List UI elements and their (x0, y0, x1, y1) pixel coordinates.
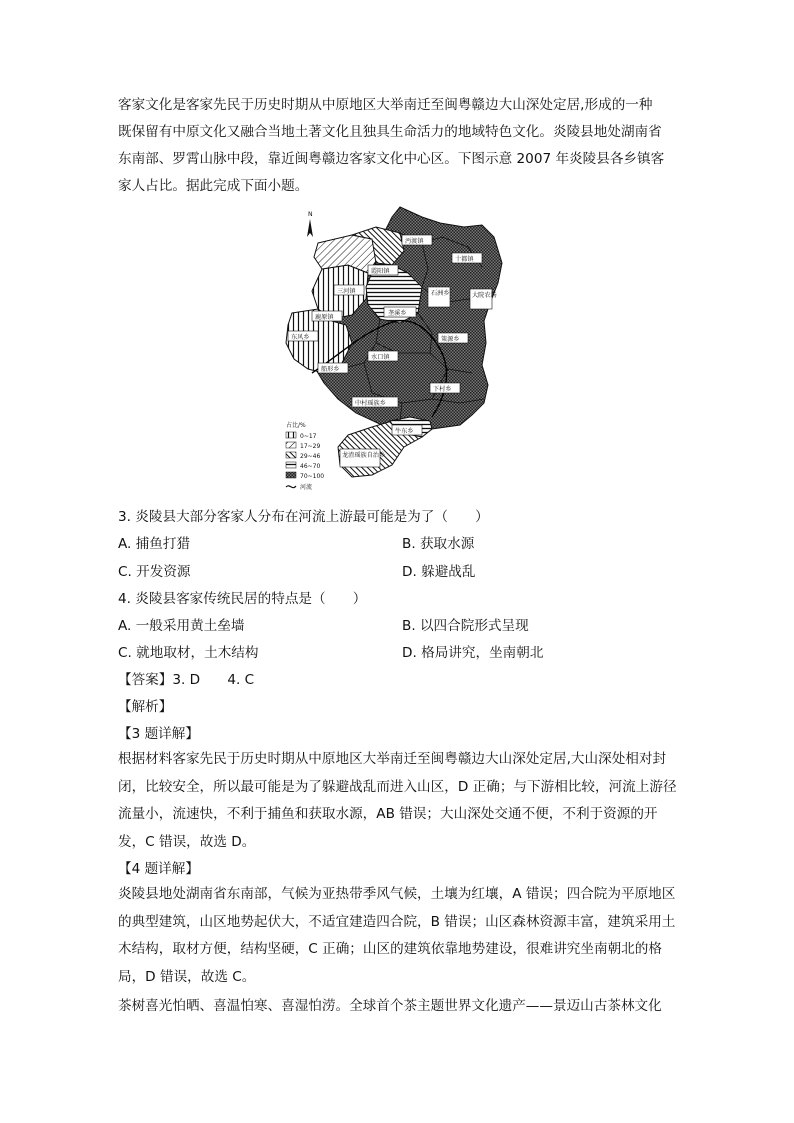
legend-item-1: 17~29 (300, 443, 321, 450)
intro-line-3: 东南部、罗霄山脉中段，靠近闽粤赣边客家文化中心区。下图示意 2007 年炎陵县各乡镇客 (118, 151, 665, 167)
label-xiuxi: 垄溪乡 (388, 310, 407, 317)
map-legend (286, 421, 324, 491)
q4-option-a: A. 一般采用黄土垒墙 (118, 618, 245, 634)
q3-detail-text: 根据材料客家先民于历史时期从中原地区大举南迁至闽粤赣边大山深处定居,大山深处相对封闭，比较安全，所以最可能是为了躲避战乱而进入山区，D 正确；与下游相比较，河流上游径流量小，流速快，不利于捕鱼和获取水源，AB 错误；大山深处交通不便，不利于资源的开发，C 错误，故选 D。 (118, 751, 677, 850)
q3-stem: 3. 炎陵县大部分客家人分布在河流上游最可能是为了（ ） (118, 509, 489, 525)
label-niudong: 牛东乡 (395, 428, 414, 435)
intro-line-4: 家人占比。据此完成下面小题。 (118, 178, 309, 194)
north-arrow-icon (307, 211, 313, 237)
q4-detail-text: 炎陵县地处湖南省东南部，气候为亚热带季风气候，土壤为红壤，A 错误；四合院为平原地区的典型建筑，山区地势起伏大，不适宜建造四合院，B 错误；山区森林资源丰富，建筑采用土木结构，取材方便，结构坚硬，C 正确；山区的建筑依靠地势建设，很难讲究坐南朝北的格局，D 错误，故选 C。 (118, 886, 676, 985)
legend-item-3: 46~70 (300, 463, 321, 470)
tea-intro-line: 茶树喜光怕晒、喜温怕寒、喜湿怕涝。全球首个茶主题世界文化遗产——景迈山古茶林文化 (118, 998, 662, 1014)
legend-item-4: 70~100 (300, 473, 325, 480)
q3-option-c: C. 开发资源 (118, 564, 191, 580)
label-luyuan: 鹿原镇 (315, 314, 334, 321)
q3-option-d: D. 躲避战乱 (402, 564, 476, 580)
north-label: N (308, 211, 313, 218)
q3-detail-heading: 【3 题详解】 (118, 726, 199, 742)
label-sanhe: 三河镇 (337, 288, 356, 295)
q4-option-b: B. 以四合院形式呈现 (402, 618, 529, 634)
label-miandu: 沔渡镇 (405, 238, 424, 245)
q3-option-a: A. 捕鱼打猎 (118, 536, 191, 552)
label-dongfeng: 东风乡 (291, 334, 310, 341)
q4-stem: 4. 炎陵县客家传统民居的特点是（ ） (118, 591, 367, 607)
river-legend-icon (286, 486, 296, 488)
q4-option-c: C. 就地取材，土木结构 (118, 645, 259, 661)
intro-line-1: 客家文化是客家先民于历史时期从中原地区大举南迁至闽粤赣边大山深处定居,形成的一种 (118, 97, 653, 113)
legend-river: 河流 (300, 484, 313, 491)
q4-option-d: D. 格局讲究，坐南朝北 (402, 645, 544, 661)
legend-item-0: 0~17 (300, 433, 317, 440)
answer-line: 【答案】3. D 4. C (118, 672, 255, 688)
label-zhongcun: 中村瑶族乡 (355, 400, 386, 407)
intro-line-2: 既保留有中原文化又融合当地土著文化且独具生命活力的地域特色文化。炎陵县地处湖南省 (118, 124, 662, 140)
label-xiacun: 下村乡 (433, 386, 452, 393)
label-longzha: 龙渣瑶族自治乡 (342, 452, 386, 459)
label-shizhou: 石洲乡 (431, 290, 450, 297)
analysis-heading: 【解析】 (118, 699, 173, 715)
label-xiayang: 霞阳镇 (371, 268, 390, 275)
q4-detail-heading: 【4 题详解】 (118, 861, 199, 877)
label-dayuan: 大院农场 (472, 292, 497, 299)
legend-title: 占比/% (286, 422, 306, 429)
yanling-hakka-map (272, 203, 520, 499)
label-cewu: 策源乡 (441, 336, 460, 343)
q3-option-b: B. 获取水源 (402, 536, 475, 552)
label-shidu: 十都镇 (455, 256, 474, 263)
label-chuanxing: 船形乡 (321, 366, 340, 373)
label-shuikou: 水口镇 (371, 354, 390, 361)
legend-item-2: 29~46 (300, 453, 321, 460)
